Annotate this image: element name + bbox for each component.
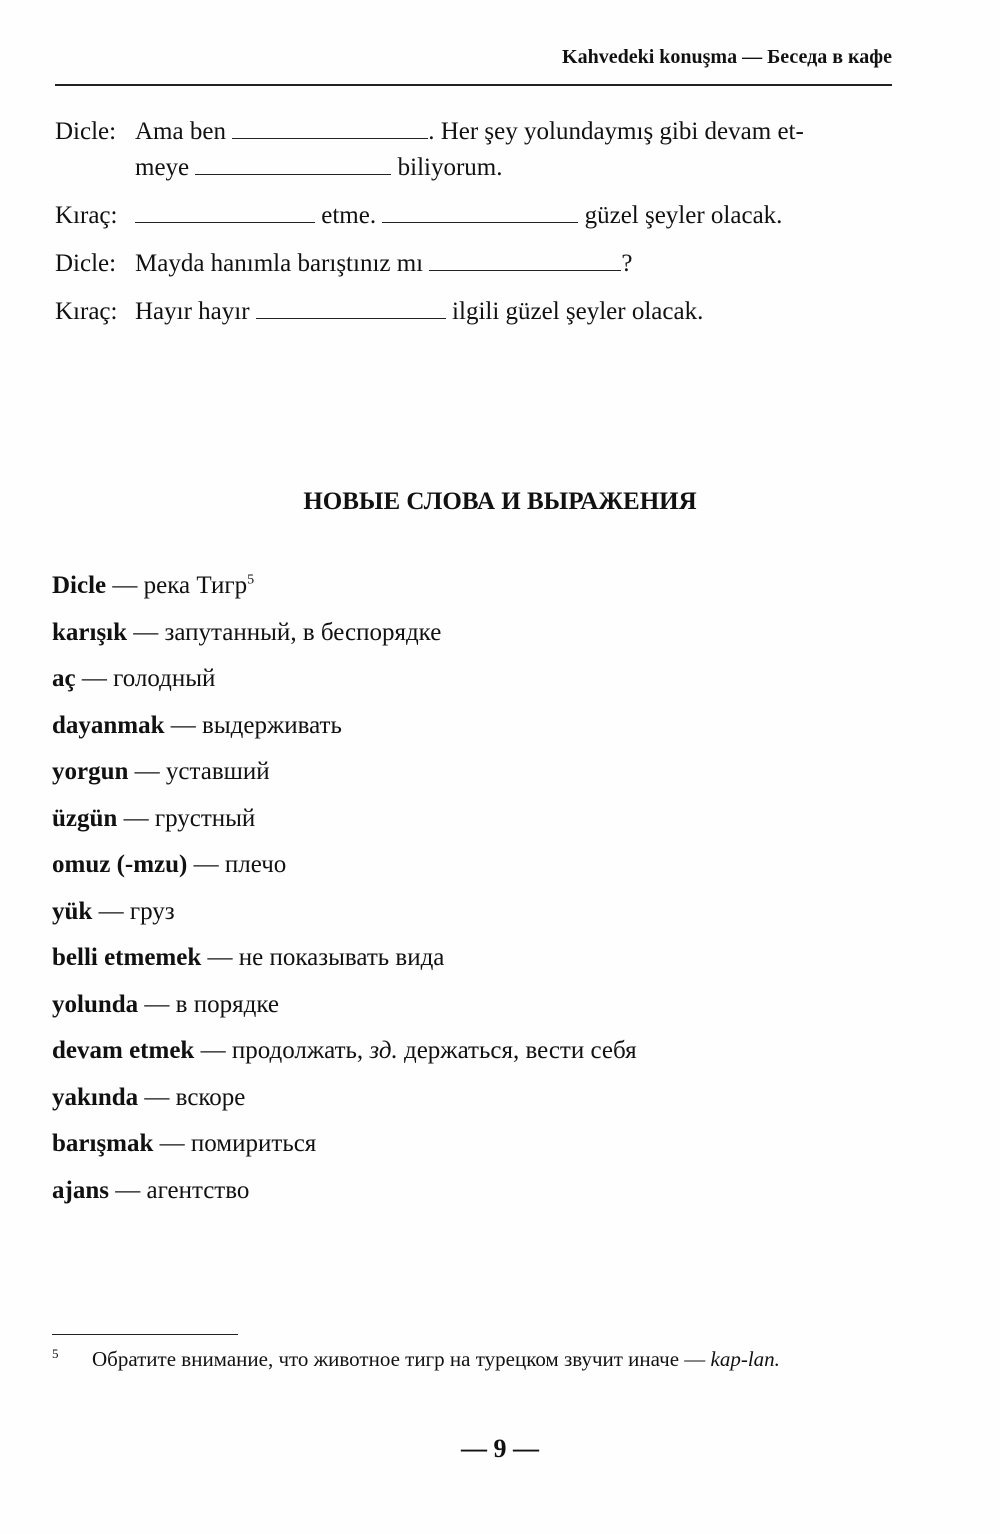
footnote-mark: 5: [52, 1346, 59, 1361]
vocab-item: [52, 1124, 912, 1171]
vocabulary-list: [52, 566, 912, 1217]
vocab-term: yolunda: [52, 990, 139, 1018]
vocab-item: [52, 752, 912, 799]
speaker-label: Kıraç:: [55, 298, 118, 325]
vocab-translation: — грустный: [117, 804, 256, 832]
footnote: [52, 1344, 892, 1374]
utterance-text: ?: [621, 250, 633, 277]
vocab-term: aç: [52, 665, 76, 692]
dialogue-exercise: [55, 114, 895, 342]
page-number: — 9 —: [461, 1434, 539, 1463]
dialogue-line: [55, 198, 895, 234]
footnote-body: Обратите внимание, что животное тигр на турецком звучит иначе —: [92, 1347, 711, 1371]
answer-blank[interactable]: [195, 150, 391, 175]
speaker-label: Kıraç:: [55, 202, 118, 229]
vocab-translation: — груз: [92, 897, 175, 925]
utterance: [135, 198, 895, 234]
utterance-text: biliyorum.: [397, 154, 503, 181]
footnote-ref[interactable]: 5: [247, 572, 255, 588]
vocab-translation: — агентство: [108, 1176, 250, 1204]
vocab-item: [52, 985, 912, 1032]
dialogue-line: [55, 246, 895, 282]
running-head: Kahvedeki konuşma — Беседа в кафе: [562, 46, 892, 68]
vocab-item: [52, 1171, 912, 1218]
vocab-term: omuz (-mzu): [52, 851, 188, 878]
vocab-item: [52, 659, 912, 706]
vocab-translation: — продолжать,: [194, 1037, 370, 1064]
answer-blank[interactable]: [256, 294, 446, 319]
vocab-abbreviation: зд.: [369, 1037, 398, 1064]
vocab-translation: — помириться: [153, 1130, 317, 1157]
vocab-translation: — вскоре: [138, 1083, 246, 1111]
vocab-term: yakında: [52, 1083, 139, 1111]
utterance-text: Ama ben: [135, 118, 226, 145]
utterance-text: . Her şey yolundaymış gibi devam et-: [428, 118, 804, 145]
vocab-term: devam etmek: [52, 1037, 195, 1064]
dialogue-line: [55, 114, 895, 186]
vocab-item: [52, 938, 912, 985]
vocab-translation-cont: держаться, вести себя: [397, 1037, 637, 1064]
vocab-item: [52, 892, 912, 939]
vocab-term: yük: [52, 897, 93, 925]
vocab-translation: — река Тигр: [106, 572, 248, 599]
vocab-term: belli etmemek: [52, 944, 202, 971]
answer-blank[interactable]: [232, 114, 428, 139]
speaker-label: Dicle:: [55, 118, 117, 145]
vocab-item: [52, 613, 912, 660]
vocab-item: [52, 799, 912, 846]
vocab-term: üzgün: [52, 804, 118, 832]
utterance: [135, 246, 895, 282]
footnote-text: [92, 1344, 892, 1374]
speaker-label: Dicle:: [55, 250, 117, 277]
vocab-translation: — в порядке: [138, 990, 279, 1018]
vocab-item: [52, 566, 912, 613]
vocab-term: dayanmak: [52, 711, 165, 739]
answer-blank[interactable]: [429, 246, 621, 271]
vocab-translation: — уставший: [128, 758, 270, 785]
utterance: [135, 294, 895, 330]
vocab-item: [52, 706, 912, 753]
answer-blank[interactable]: [382, 198, 578, 223]
vocab-item: [52, 1031, 912, 1078]
vocab-term: karışık: [52, 618, 128, 646]
vocab-translation: — выдерживать: [164, 711, 342, 739]
utterance-text: meye: [135, 154, 190, 181]
section-title: НОВЫЕ СЛОВА И ВЫРАЖЕНИЯ: [303, 488, 697, 515]
vocab-term: Dicle: [52, 572, 107, 599]
vocab-item: [52, 845, 912, 892]
vocab-term: yorgun: [52, 758, 129, 785]
vocab-translation: — плечо: [187, 851, 287, 878]
utterance: [135, 114, 895, 186]
answer-blank[interactable]: [135, 198, 315, 223]
utterance-text: ilgili güzel şeyler olacak.: [452, 298, 704, 325]
utterance-text: Mayda hanımla barıştınız mı: [135, 250, 424, 277]
footnote-rule: [52, 1334, 238, 1335]
vocab-translation: — запутанный, в беспорядке: [127, 618, 442, 646]
utterance-text: etme.: [321, 202, 377, 229]
dialogue-line: [55, 294, 895, 330]
vocab-translation: — голодный: [75, 665, 216, 692]
utterance-text: güzel şeyler olacak.: [584, 202, 783, 229]
vocab-term: barışmak: [52, 1130, 154, 1157]
vocab-item: [52, 1078, 912, 1125]
utterance-text: Hayır hayır: [135, 298, 250, 325]
vocab-term: ajans: [52, 1176, 109, 1204]
header-rule: [55, 84, 892, 86]
footnote-italic: kap-lan.: [710, 1347, 780, 1371]
vocab-translation: — не показывать вида: [201, 944, 445, 971]
